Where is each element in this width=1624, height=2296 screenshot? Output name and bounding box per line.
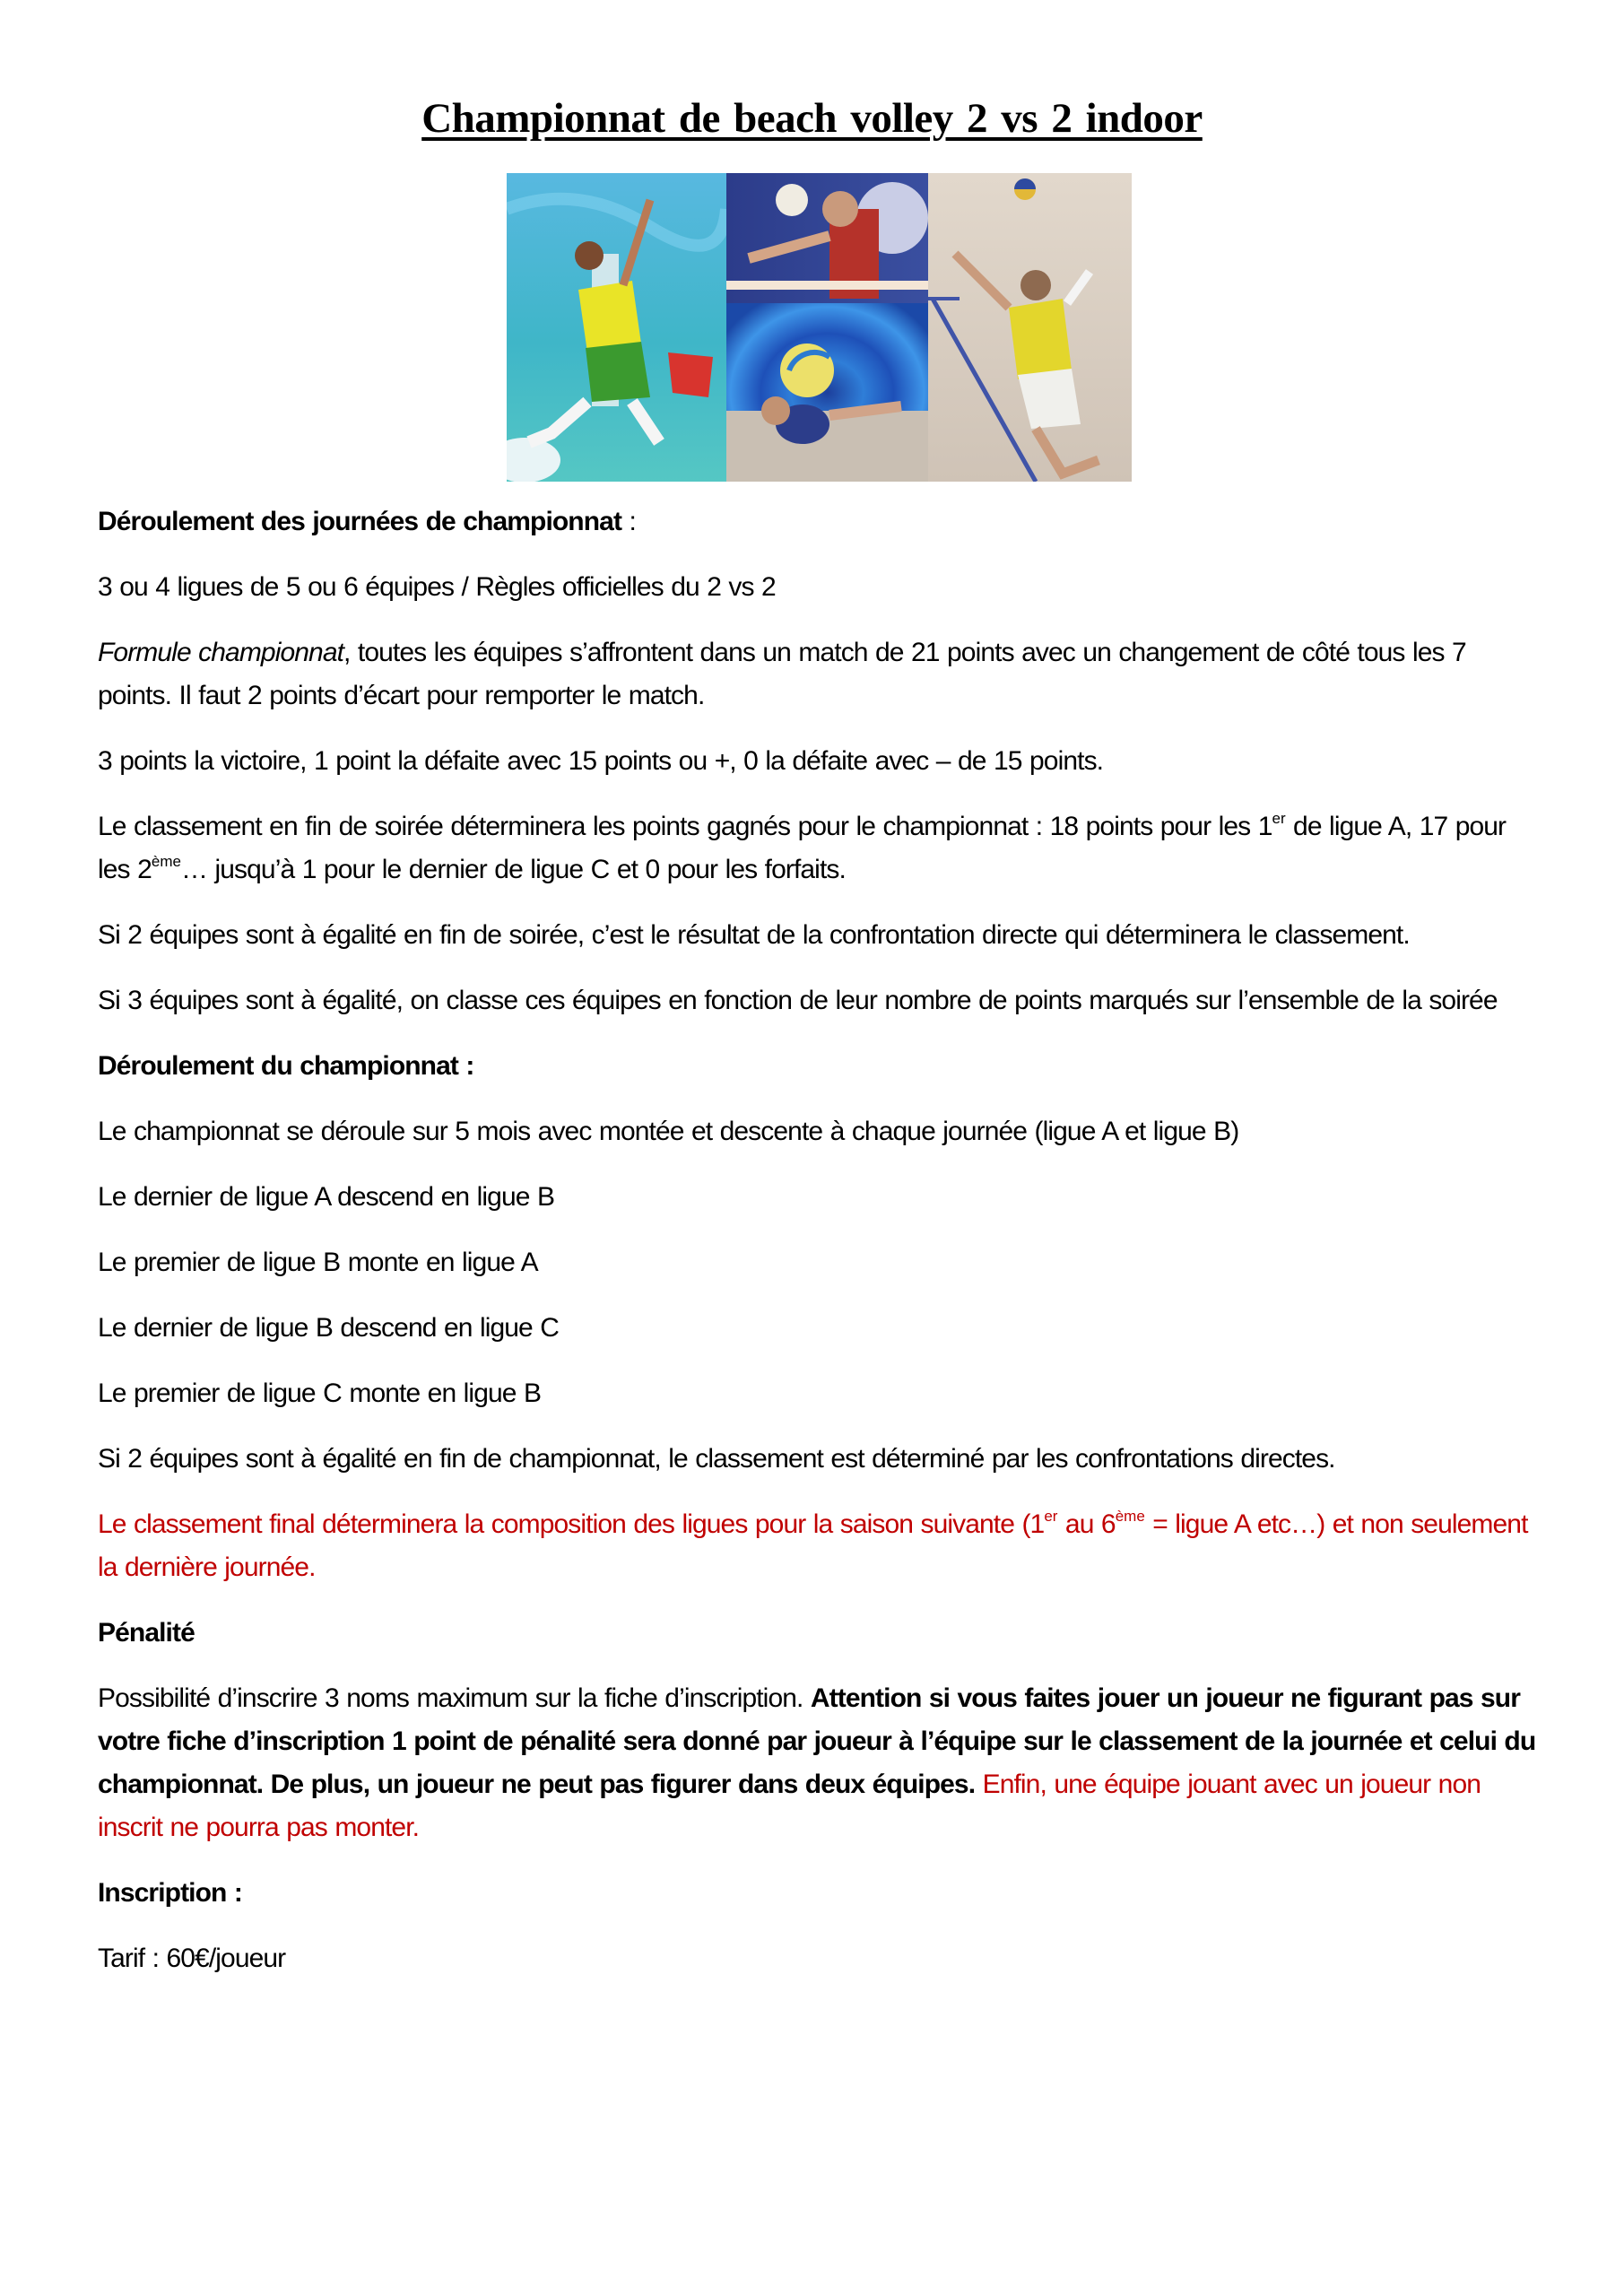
section-heading-penalite: Pénalité — [98, 1618, 195, 1648]
paragraph: Si 3 équipes sont à égalité, on classe ces équipes en fonction de leur nombre de points marqués sur l’ensemble de la soirée — [98, 986, 1498, 1015]
paragraph: Le championnat se déroule sur 5 mois avec montée et descente à chaque journée (ligue A et ligue B) — [98, 1117, 1239, 1146]
italic-term: Formule championnat — [98, 638, 344, 667]
section-heading-inscription: Inscription : — [98, 1878, 242, 1908]
superscript: ème — [1115, 1508, 1145, 1525]
paragraph-text: Le classement final déterminera la composition des ligues pour la saison suivante (1 — [98, 1509, 1045, 1539]
bold-warning-text: Attention si vous faites jouer un joueur ne figurant pas sur votre fiche d’inscription 1 point de pénalité sera donné par joueur à l’équipe sur le classement de la journée et celui du championnat. De plus, un joueur ne peut pas figurer dans deux équipes. — [98, 1683, 1536, 1799]
paragraph-text: , toutes les équipes s’affrontent dans un match de 21 points avec un changement de côté tous les 7 points. Il faut 2 points d’écart pour remporter le match. — [98, 638, 1466, 710]
paragraph: Le premier de ligue C monte en ligue B — [98, 1378, 542, 1408]
document-title — [0, 93, 1624, 144]
paragraph-text: Possibilité d’inscrire 3 noms maximum sur la fiche d’inscription. — [98, 1683, 811, 1713]
heading-suffix: : — [621, 507, 636, 536]
paragraph: Le premier de ligue B monte en ligue A — [98, 1248, 538, 1277]
paragraph: Si 2 équipes sont à égalité en fin de soirée, c’est le résultat de la confrontation directe qui déterminera le classement. — [98, 920, 1410, 950]
document-body — [98, 500, 1541, 2003]
paragraph-text: au 6 — [1057, 1509, 1116, 1539]
paragraph — [98, 1677, 1541, 1849]
indoor-volleyball-spike-photo — [507, 173, 726, 482]
title-text: Championnat de beach volley 2 vs 2 indoor — [421, 95, 1203, 142]
paragraph: 3 points la victoire, 1 point la défaite avec 15 points ou +, 0 la défaite avec – de 15 points. — [98, 746, 1104, 776]
section-heading-championnat: Déroulement du championnat : — [98, 1051, 474, 1081]
volleyball-photo-collage — [507, 173, 1132, 482]
section-heading-journees — [98, 500, 1541, 544]
paragraph-text: … jusqu’à 1 pour le dernier de ligue C et 0 pour les forfaits. — [180, 855, 846, 884]
beach-volleyball-serve-photo — [928, 173, 1132, 482]
beach-volleyball-dive-photo — [726, 303, 928, 482]
paragraph-text: = ligue A etc…) et non seulement la dernière journée. — [98, 1509, 1528, 1582]
paragraph-text: Le classement en fin de soirée déterminera les points gagnés pour le championnat : 18 points pour les 1 — [98, 812, 1272, 841]
heading-text: Déroulement des journées de championnat — [98, 507, 622, 536]
paragraph: 3 ou 4 ligues de 5 ou 6 équipes / Règles officielles du 2 vs 2 — [98, 572, 776, 602]
superscript: er — [1044, 1508, 1058, 1525]
paragraph — [98, 631, 1541, 718]
superscript: ème — [151, 853, 181, 870]
paragraph: Le dernier de ligue B descend en ligue C — [98, 1313, 560, 1343]
superscript: er — [1272, 810, 1286, 827]
paragraph-text: de ligue A, 17 pour les 2 — [98, 812, 1507, 884]
paragraph: Le dernier de ligue A descend en ligue B — [98, 1182, 555, 1212]
paragraph — [98, 805, 1541, 891]
paragraph: Si 2 équipes sont à égalité en fin de championnat, le classement est déterminé par les confrontations directes. — [98, 1444, 1335, 1474]
red-warning-text: Enfin, une équipe jouant avec un joueur non inscrit ne pourra pas monter. — [98, 1770, 1481, 1842]
volleyball-dig-photo — [726, 173, 928, 303]
highlight-paragraph — [98, 1503, 1541, 1589]
tarif-text: Tarif : 60€/joueur — [98, 1944, 286, 1973]
